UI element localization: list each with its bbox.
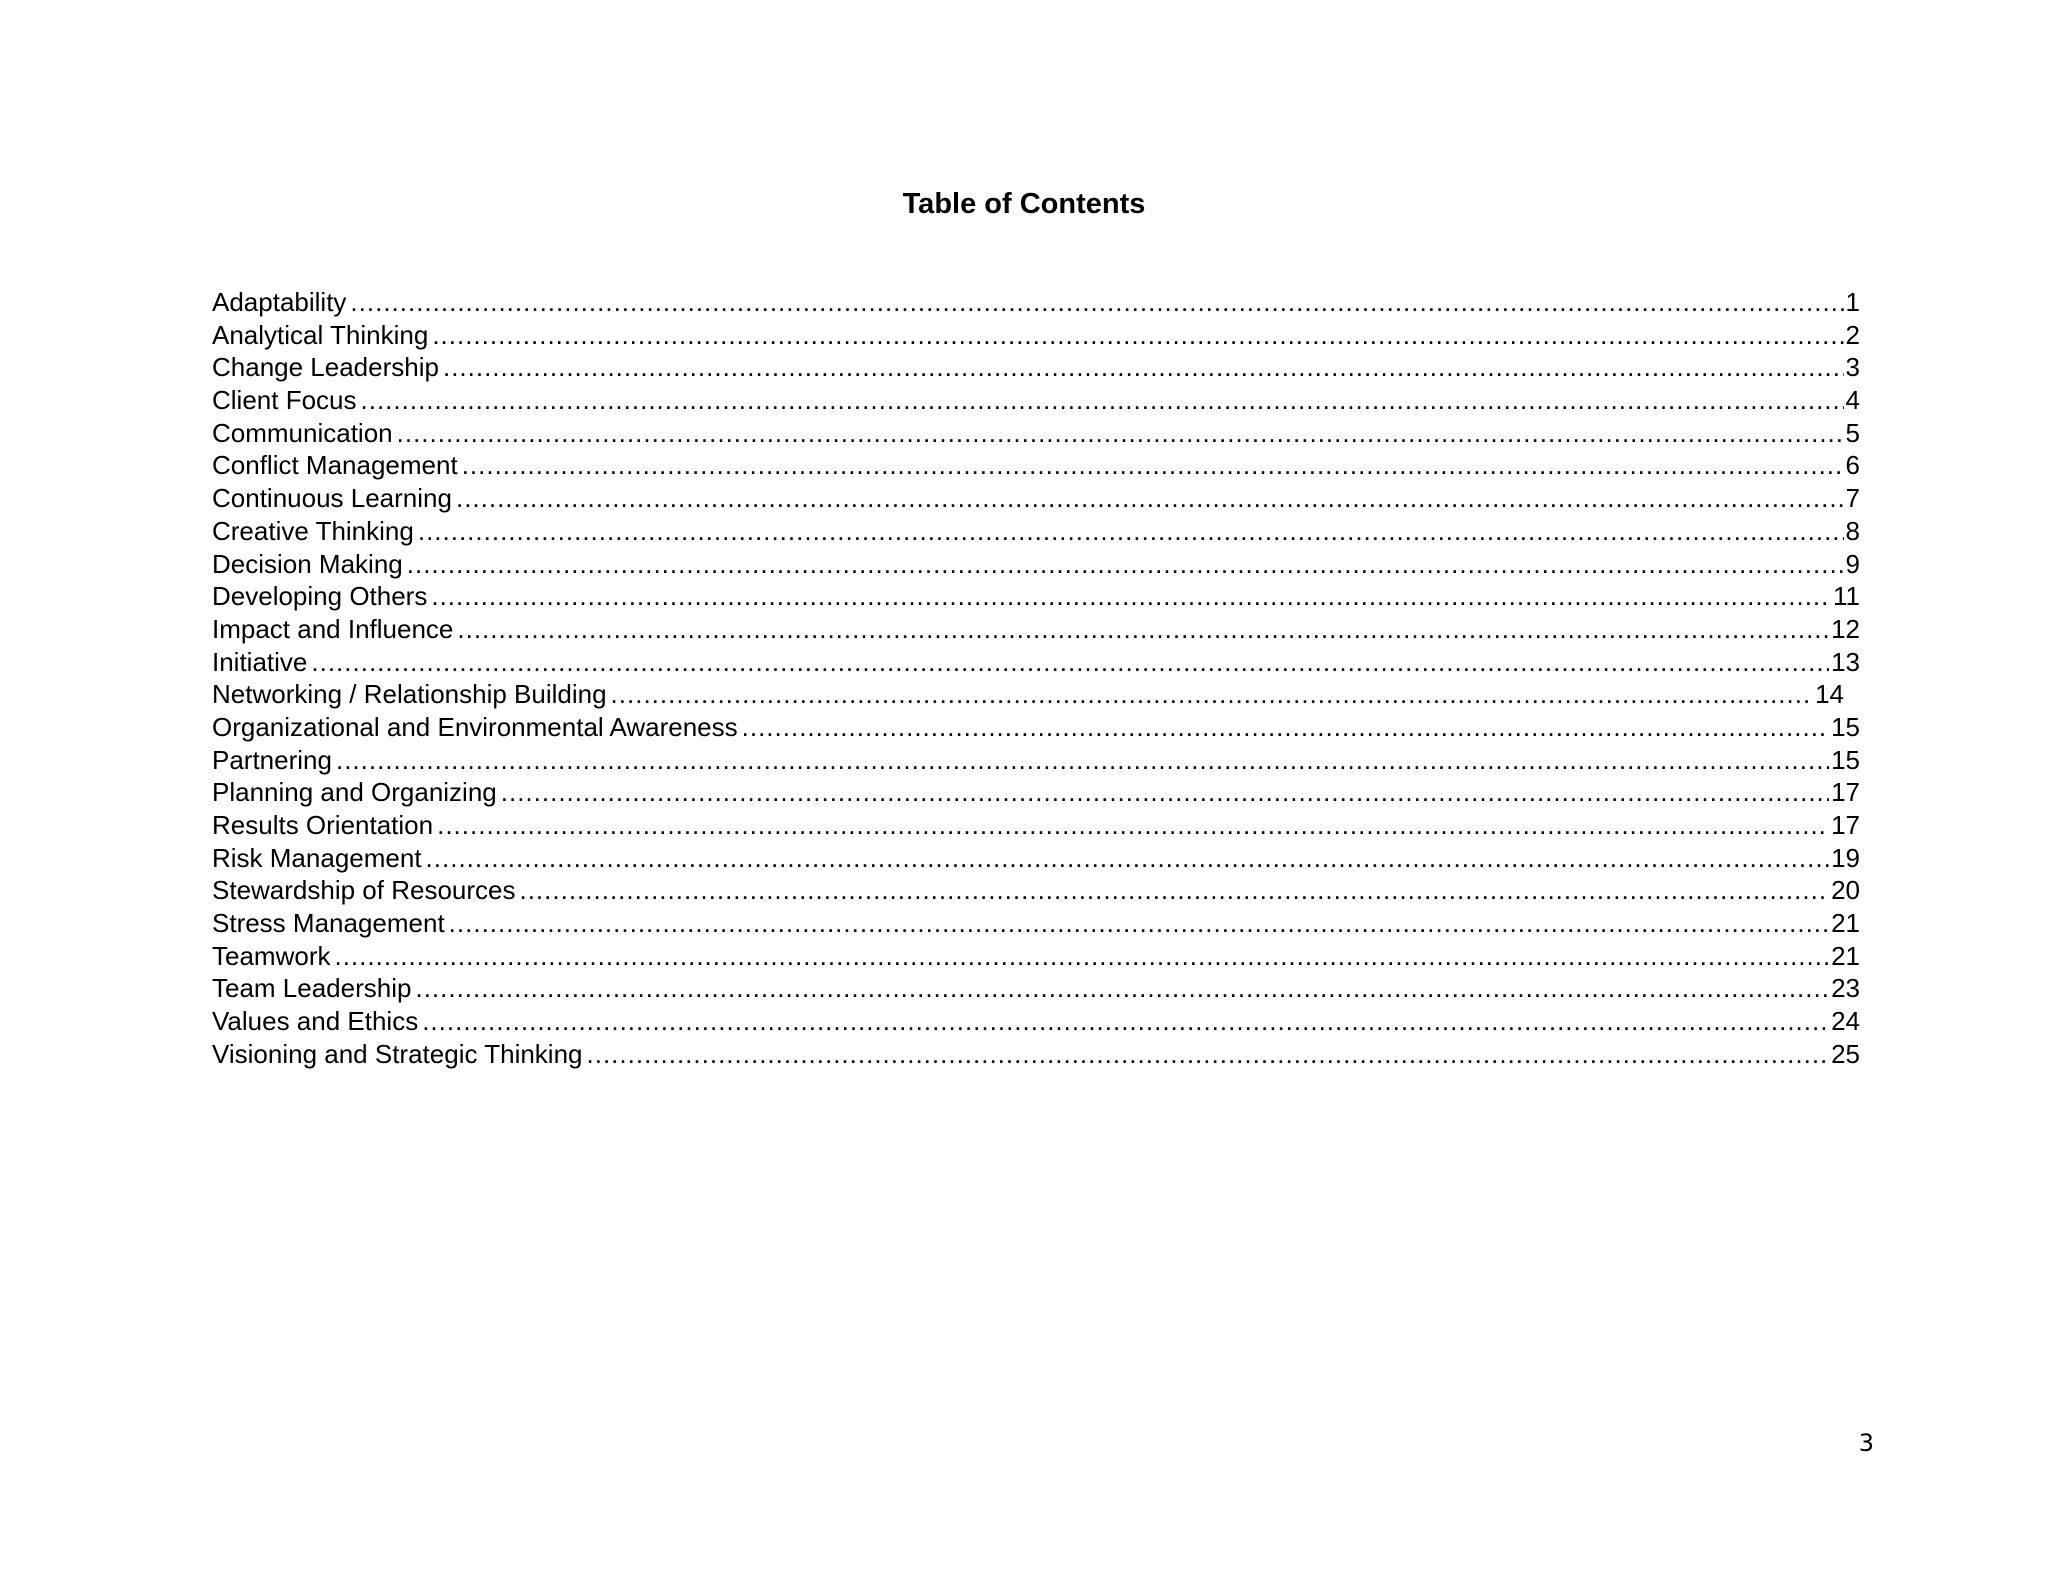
toc-entry-label: Teamwork bbox=[212, 940, 334, 973]
toc-entry-label: Planning and Organizing bbox=[212, 776, 501, 809]
toc-entry-label: Continuous Learning bbox=[212, 482, 456, 515]
toc-entry-label: Change Leadership bbox=[212, 351, 443, 384]
toc-entry[interactable] bbox=[212, 972, 1860, 1005]
toc-entry-label: Networking / Relationship Building bbox=[212, 678, 611, 711]
toc-entry-label: Conflict Management bbox=[212, 449, 462, 482]
toc-entry-page: 20 bbox=[1831, 875, 1860, 906]
toc-entry-label: Impact and Influence bbox=[212, 613, 457, 646]
toc-dot-leader bbox=[311, 646, 1829, 679]
toc-entry-page: 21 bbox=[1831, 908, 1860, 939]
toc-dot-leader bbox=[611, 678, 1814, 711]
toc-entry-page: 4 bbox=[1845, 385, 1860, 416]
toc-entry-page: 15 bbox=[1831, 744, 1860, 775]
toc-entry-page: 15 bbox=[1831, 711, 1860, 742]
toc-entry-label: Communication bbox=[212, 417, 397, 450]
toc-entry-label: Developing Others bbox=[212, 580, 431, 613]
toc-dot-leader bbox=[449, 907, 1829, 940]
toc-entry-label: Results Orientation bbox=[212, 809, 437, 842]
toc-entry-page: 21 bbox=[1831, 940, 1860, 971]
toc-dot-leader bbox=[501, 776, 1829, 809]
toc-entry[interactable] bbox=[212, 1005, 1860, 1038]
toc-entry-page: 12 bbox=[1831, 613, 1860, 644]
toc-entry[interactable] bbox=[212, 809, 1860, 842]
toc-entry-page: 2 bbox=[1845, 319, 1860, 350]
toc-entry[interactable] bbox=[212, 776, 1860, 809]
toc-entry[interactable] bbox=[212, 940, 1860, 973]
toc-entry-page: 8 bbox=[1845, 515, 1860, 546]
toc-entry-page: 13 bbox=[1831, 646, 1860, 677]
toc-entry-label: Analytical Thinking bbox=[212, 319, 432, 352]
toc-dot-leader bbox=[456, 482, 1844, 515]
toc-entry-page: 24 bbox=[1831, 1006, 1860, 1037]
toc-dot-leader bbox=[422, 1005, 1829, 1038]
toc-entry[interactable] bbox=[212, 449, 1860, 482]
page-number: 3 bbox=[1858, 1429, 1874, 1457]
toc-entry[interactable] bbox=[212, 1038, 1860, 1071]
toc-entry-label: Stewardship of Resources bbox=[212, 874, 519, 907]
toc-dot-leader bbox=[519, 874, 1829, 907]
toc-entry-label: Partnering bbox=[212, 744, 336, 777]
toc-entry-page: 6 bbox=[1845, 450, 1860, 481]
toc-entry-page: 14 bbox=[1815, 679, 1844, 710]
toc-entry-label: Risk Management bbox=[212, 842, 426, 875]
toc-dot-leader bbox=[361, 384, 1844, 417]
page-title: Table of Contents bbox=[902, 188, 1146, 220]
toc-entry[interactable] bbox=[212, 613, 1860, 646]
toc-entry[interactable] bbox=[212, 482, 1860, 515]
toc-entry-page: 23 bbox=[1831, 973, 1860, 1004]
toc-dot-leader bbox=[418, 515, 1844, 548]
toc-entry-page: 1 bbox=[1845, 287, 1860, 317]
toc-entry[interactable] bbox=[212, 515, 1860, 548]
toc-entry-label: Initiative bbox=[212, 646, 311, 679]
toc-entry[interactable] bbox=[212, 417, 1860, 450]
toc-entry-page: 25 bbox=[1831, 1038, 1860, 1069]
toc-dot-leader bbox=[350, 286, 1843, 319]
toc-entry[interactable] bbox=[212, 286, 1860, 319]
toc-entry-page: 5 bbox=[1845, 417, 1860, 448]
toc-dot-leader bbox=[443, 351, 1844, 384]
toc-entry-label: Stress Management bbox=[212, 907, 449, 940]
toc-entry[interactable] bbox=[212, 842, 1860, 875]
toc-dot-leader bbox=[431, 580, 1831, 613]
toc-entry[interactable] bbox=[212, 711, 1860, 744]
toc-entry-label: Values and Ethics bbox=[212, 1005, 422, 1038]
toc-entry[interactable] bbox=[212, 548, 1860, 581]
toc-entry-label: Organizational and Environmental Awareness bbox=[212, 711, 742, 744]
toc-entry[interactable] bbox=[212, 874, 1860, 907]
toc-entry-label: Client Focus bbox=[212, 384, 361, 417]
toc-list bbox=[212, 286, 1860, 1071]
toc-entry-page: 7 bbox=[1845, 483, 1860, 514]
toc-entry-label: Visioning and Strategic Thinking bbox=[212, 1038, 587, 1071]
toc-entry-page: 3 bbox=[1845, 352, 1860, 383]
toc-entry-page: 9 bbox=[1845, 548, 1860, 579]
toc-entry[interactable] bbox=[212, 384, 1860, 417]
toc-dot-leader bbox=[437, 809, 1829, 842]
toc-dot-leader bbox=[432, 319, 1843, 352]
toc-entry-page: 17 bbox=[1831, 810, 1860, 840]
toc-entry-label: Decision Making bbox=[212, 548, 407, 581]
toc-dot-leader bbox=[336, 744, 1829, 777]
toc-entry[interactable] bbox=[212, 907, 1860, 940]
toc-entry-page: 17 bbox=[1831, 777, 1860, 808]
toc-entry-label: Creative Thinking bbox=[212, 515, 418, 548]
toc-dot-leader bbox=[742, 711, 1829, 744]
toc-entry-page: 11 bbox=[1833, 581, 1860, 612]
toc-entry[interactable] bbox=[212, 678, 1860, 711]
toc-entry-label: Team Leadership bbox=[212, 972, 415, 1005]
toc-dot-leader bbox=[407, 548, 1844, 581]
toc-entry-label: Adaptability bbox=[212, 286, 350, 319]
toc-dot-leader bbox=[397, 417, 1844, 450]
toc-dot-leader bbox=[587, 1038, 1830, 1071]
toc-dot-leader bbox=[457, 613, 1829, 646]
toc-entry[interactable] bbox=[212, 646, 1860, 679]
toc-dot-leader bbox=[462, 449, 1844, 482]
toc-entry[interactable] bbox=[212, 351, 1860, 384]
toc-entry[interactable] bbox=[212, 319, 1860, 352]
toc-entry-page: 19 bbox=[1831, 842, 1860, 873]
toc-dot-leader bbox=[426, 842, 1830, 875]
toc-entry[interactable] bbox=[212, 744, 1860, 777]
toc-entry[interactable] bbox=[212, 580, 1860, 613]
toc-dot-leader bbox=[334, 940, 1829, 973]
toc-dot-leader bbox=[415, 972, 1829, 1005]
